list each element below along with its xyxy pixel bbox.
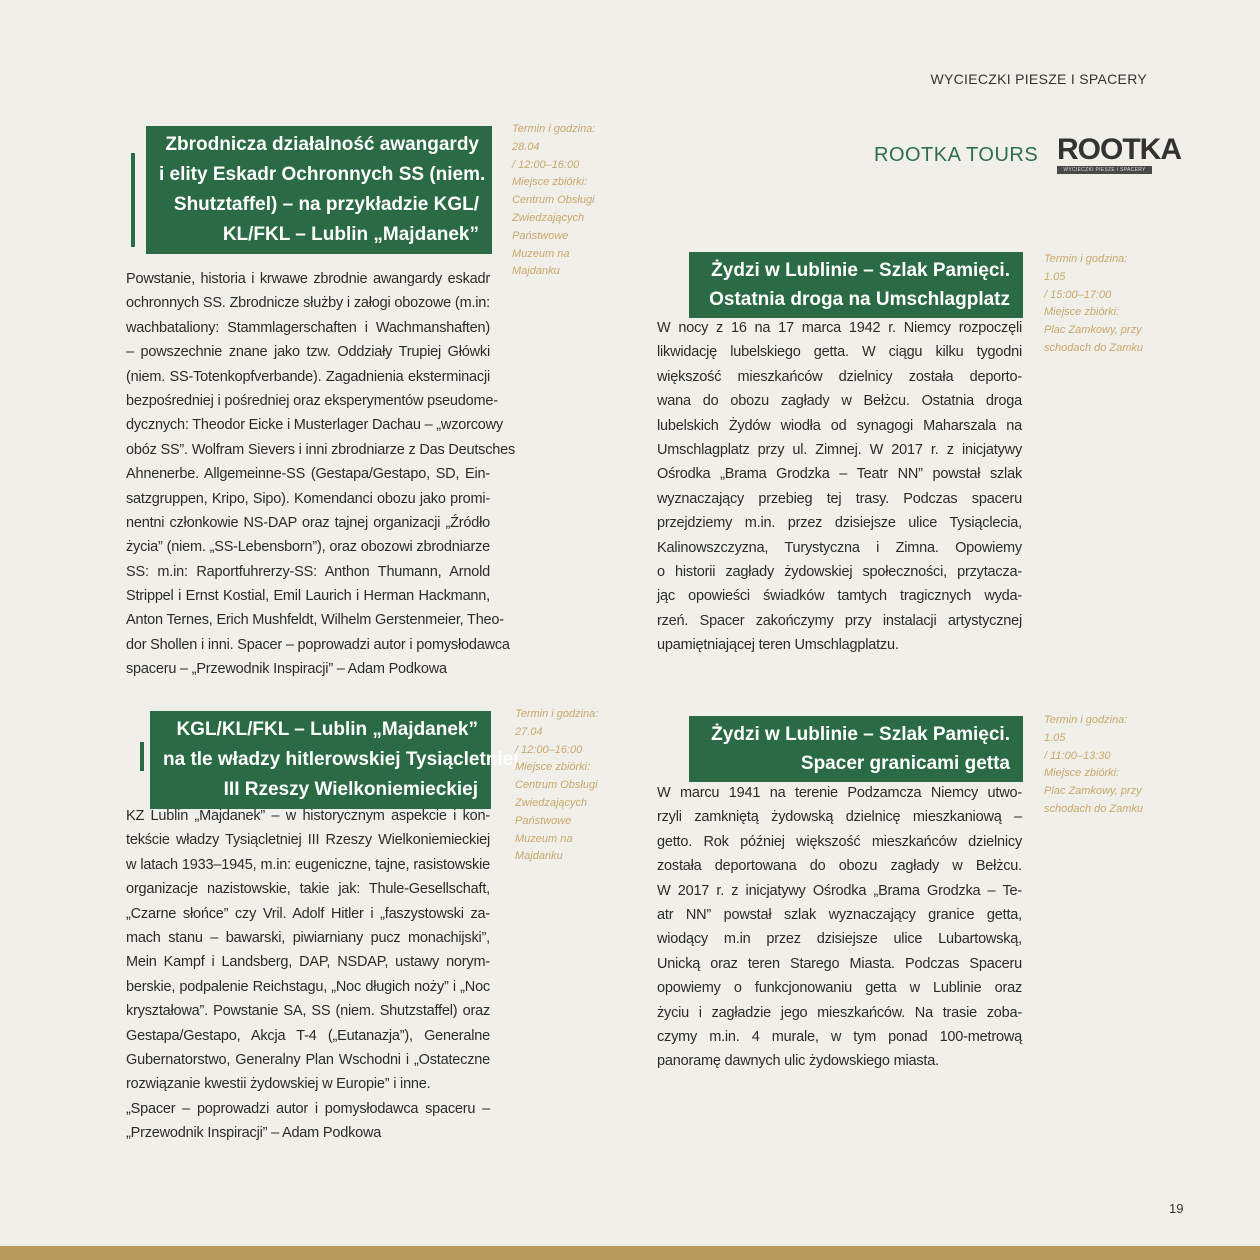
article-title: Żydzi w Lublinie – Szlak Pamięci. Spacer granicami getta xyxy=(689,716,1023,782)
title-accent-bar xyxy=(140,742,144,771)
article-title: KGL/KL/FKL – Lublin „Majdanek” na tle władzy hitlerowskiej Tysiącletniej III Rzeszy Wielkoniemieckiej xyxy=(150,711,491,809)
brand-title: ROOTKA TOURS xyxy=(874,144,1039,166)
event-meta: Termin i godzina: 1.05 / 11:00–13:30 Miejsce zbiórki: Plac Zamkowy, przy schodach do Zamku xyxy=(1044,714,1144,815)
rootka-logo xyxy=(1057,133,1181,174)
page-number: 19 xyxy=(1169,1201,1184,1216)
event-meta: Termin i godzina: 1.05 / 15:00–17:00 Miejsce zbiórki: Plac Zamkowy, przy schodach do Zamku xyxy=(1044,253,1144,354)
event-meta: Termin i godzina: 27.04 / 12:00–16:00 Miejsce zbiórki: Centrum Obsługi Zwiedzających Państwowe Muzeum na Majdanku xyxy=(515,708,599,863)
event-meta: Termin i godzina: 28.04 / 12:00–16:00 Miejsce zbiórki: Centrum Obsługi Zwiedzających Państwowe Muzeum na Majdanku xyxy=(512,123,596,278)
section-header: WYCIECZKI PIESZE I SPACERY xyxy=(930,71,1147,87)
article-title: Żydzi w Lublinie – Szlak Pamięci. Ostatnia droga na Umschlagplatz xyxy=(689,252,1023,318)
article-body: Powstanie, historia i krwawe zbrodnie awangardy eskadr ochronnych SS. Zbrodnicze służby i załogi obozowe (m.in: wachbataliony: Stammlagerschaften i Wachmanshaften) – powszechnie znane jako tzw. Oddziały Trupiej Główki (niem. SS-Totenkopfverbande). Zagadnienia eksterminacji bezpośredniej i pośredniej oraz eksperymentów pseudome- dycznych: Theodor Eicke i Musterlager Dachau – „wzorcowy obóz SS”. Wolfram Sievers i inni zbrodniarze z Das Deutsches Ahnenerbe. Allgemeinne-SS (Gestapa/Gestapo, SD, Ein- satzgruppen, Kripo, Sipo). Komendanci obozu jako promi- nentni członkowie NS-DAP oraz tajnej organizacji „Źródło życia” (niem. „SS-Lebensborn”), oraz obozowi zbrodniarze SS: m.in: Raportfuhrerzy-SS: Anthon Thumann, Arnold Strippel i Ernst Kostial, Emil Laurich i Herman Hackmann, Anton Ternes, Erich Mushfeldt, Wilhelm Gerstenmeier, Theo- dor Shollen i inni. Spacer – poprowadzi autor i pomysłodawca spaceru – „Przewodnik Inspiracji” – Adam Podkowa xyxy=(126,271,516,678)
logo-tagline: WYCIECZKI PIESZE I SPACERY xyxy=(1057,166,1152,174)
title-accent-bar xyxy=(131,153,135,247)
article-title: Zbrodnicza działalność awangardy i elity Eskadr Ochronnych SS (niem. Shutztaffel) – na przykładzie KGL/ KL/FKL – Lublin „Majdanek” xyxy=(146,126,492,254)
logo-wordmark: ROOTKA xyxy=(1057,133,1181,166)
article-body: W nocy z 16 na 17 marca 1942 r. Niemcy rozpoczęli likwidację lubelskiego getta. W ciągu kilku tygodni większość mieszkańców dzielnicy została deporto- wana do obozu zagłady w Bełżcu. Ostatnia droga lubelskich Żydów wiodła od synagogi Maharszala na Umschlagplatz przy ul. Zimnej. W 2017 r. z inicjatywy Ośrodka „Brama Grodzka – Teatr NN” powstał szlak wyznaczający przebieg tej trasy. Podczas spaceru przejdziemy m.in. przez dzisiejsze ulice Tysiąclecia, Kalinowszczyzna, Turystyczna i Zimna. Opowiemy o historii zagłady żydowskiej społeczności, przytacza- jąc opowieści świadków tamtych tragicznych wyda- rzeń. Spacer zakończymy przy instalacji artystycznej upamiętniającej teren Umschlagplatzu. xyxy=(657,320,1022,654)
article-body: KZ Lublin „Majdanek” – w historycznym aspekcie i kon- tekście władzy Tysiącletniej III Rzeszy Wielkoniemieckiej w latach 1933–1945, m.in: eugeniczne, tajne, rasistowskie organizacje nazistowskie, takie jak: Thule-Gesellschaft, „Czarne słońce” czy Vril. Adolf Hitler i „faszystowski za- mach stanu – bawarski, piwiarniany pucz monachijski”, Mein Kampf i Landsberg, DAP, NSDAP, ustawy norym- berskie, podpalenie Reichstagu, „Noc długich noży” i „Noc kryształowa”. Powstanie SA, SS (niem. Shutzstaffel) oraz Gestapa/Gestapo, Akcja T-4 („Eutanazja”), Generalne Gubernatorstwo, Generalny Plan Wschodni i „Ostateczne rozwiązanie kwestii żydowskiej w Europie” i inne. „Spacer – poprowadzi autor i pomysłodawca spaceru – „Przewodnik Inspiracji” – Adam Podkowa xyxy=(126,808,490,1142)
article-body: W marcu 1941 na terenie Podzamcza Niemcy utwo- rzyli zamkniętą żydowską dzielnicę mieszkaniową – getto. Rok później większość mieszkańców dzielnicy została deportowana do obozu zagłady w Bełżcu. W 2017 r. z inicjatywy Ośrodka „Brama Grodzka – Te- atr NN” powstał szlak wyznaczający granice getta, wiodący m.in przez dzisiejsze ulice Lubartowską, Unicką oraz teren Starego Miasta. Podczas Spaceru opowiemy o funkcjonowaniu getta w Lublinie oraz życiu i zagładzie jego mieszkańców. Na trasie zoba- czymy m.in. 4 murale, w tym ponad 100-metrową panoramę dawnych ulic żydowskiego miasta. xyxy=(657,785,1022,1070)
bottom-decorative-bar xyxy=(0,1246,1260,1260)
